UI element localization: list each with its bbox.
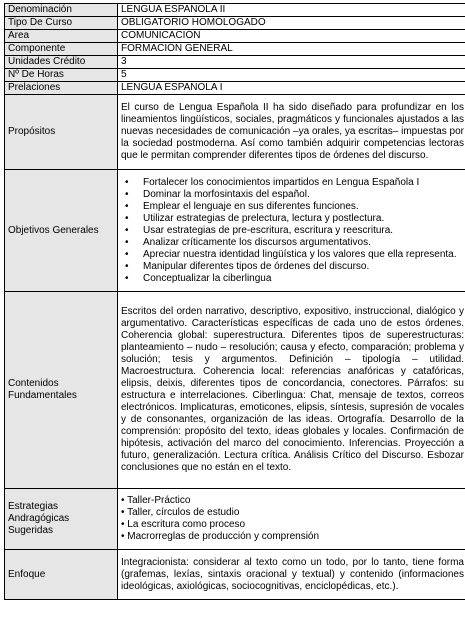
list-item: • Utilizar estrategias de prelectura, lectura y postlectura. bbox=[143, 213, 464, 225]
list-item: • Macrorreglas de producción y comprensión bbox=[121, 531, 464, 543]
label-enfoque: Enfoque bbox=[5, 550, 118, 600]
label-denominacion: Denominación bbox=[5, 4, 118, 17]
row-contenidos bbox=[5, 292, 465, 489]
row-enfoque bbox=[5, 550, 465, 600]
list-item: • Fortalecer los conocimientos impartidos en Lengua Española I bbox=[143, 177, 464, 189]
label-objetivos: Objetivos Generales bbox=[5, 170, 118, 292]
label-contenidos: Contenidos Fundamentales bbox=[5, 292, 118, 489]
label-prelaciones: Prelaciones bbox=[5, 82, 118, 95]
value-tipo-curso: OBLIGATORIO HOMOLOGADO bbox=[118, 17, 465, 30]
label-unidades: Unidades Crédito bbox=[5, 56, 118, 69]
course-table bbox=[4, 3, 465, 600]
value-estrategias bbox=[118, 489, 465, 550]
list-item: • Taller-Práctico bbox=[121, 495, 464, 507]
list-item: • Analizar críticamente los discursos argumentativos. bbox=[143, 237, 464, 249]
objetivos-list bbox=[121, 177, 464, 285]
label-estrategias: Estrategias Andragógicas Sugeridas bbox=[5, 489, 118, 550]
value-objetivos bbox=[118, 170, 465, 292]
list-item: • Apreciar nuestra identidad lingüística y los valores que ella representa. bbox=[143, 249, 464, 261]
value-area: COMUNICACIÓN bbox=[118, 30, 465, 43]
list-item: • Taller, círculos de estudio bbox=[121, 507, 464, 519]
row-unidades bbox=[5, 56, 465, 69]
value-denominacion: LENGUA ESPAÑOLA II bbox=[118, 4, 465, 17]
value-horas: 5 bbox=[118, 69, 465, 82]
value-componente: FORMACIÓN GENERAL bbox=[118, 43, 465, 56]
list-item: • Manipular diferentes tipos de órdenes del discurso. bbox=[143, 261, 464, 273]
value-propositos: El curso de Lengua Española II ha sido diseñado para profundizar en los lineamientos lingüísticos, sociales, pragmáticos y funcionales ajustados a las nuevas necesidades de comunicación –ya orales, ya escritas– impuestas por la sociedad postmoderna. Así como también adquirir competencias lectoras que le permitan comprender diferentes tipos de órdenes del discurso. bbox=[118, 95, 465, 170]
row-objetivos bbox=[5, 170, 465, 292]
label-componente: Componente bbox=[5, 43, 118, 56]
row-tipo-curso bbox=[5, 17, 465, 30]
label-horas: Nº De Horas bbox=[5, 69, 118, 82]
row-horas bbox=[5, 69, 465, 82]
list-item: • La escritura como proceso bbox=[121, 519, 464, 531]
row-componente bbox=[5, 43, 465, 56]
label-tipo-curso: Tipo De Curso bbox=[5, 17, 118, 30]
value-prelaciones: LENGUA ESPAÑOLA I bbox=[118, 82, 465, 95]
list-item: • Conceptualizar la ciberlingua bbox=[143, 273, 464, 285]
list-item: • Usar estrategias de pre-escritura, escritura y reescritura. bbox=[143, 225, 464, 237]
list-item: • Emplear el lenguaje en sus diferentes funciones. bbox=[143, 201, 464, 213]
value-enfoque: Integracionista: considerar al texto como un todo, por lo tanto, tiene forma (grafemas, lexías, sintaxis oracional y textual) y contenido (informaciones ideológicas, axiológicas, sociocognitivas, enciclopédicas, etc.). bbox=[118, 550, 465, 600]
row-area bbox=[5, 30, 465, 43]
list-item: • Dominar la morfosintaxis del español. bbox=[143, 189, 464, 201]
value-contenidos: Escritos del orden narrativo, descriptivo, expositivo, instruccional, dialógico y argumentativo. Características específicas de cada uno de estos órdenes. Coherencia global: superestructura. Diferentes tipos de superestructuras: planteamiento – nudo – resolución; causa y efecto, comparación; problema y solución; tesis y argumentos. Definición – tipología – utilidad. Macroestructura. Coherencia local: referencias anafóricas y catafóricas, elipsis, deixis, diferentes tipos de concordancia, conectores. Párrafos: su estructura e interrelaciones. Ciberlingua: Chat, mensaje de textos, correos electrónicos. Implicaturas, emoticones, elipsis, síntesis, supresión de vocales y de consonantes, organización de las ideas. Ortografía. Desarrollo de la comprensión: propósito del texto, ideas globales y locales. Confirmación de hipótesis, activación del marco del conocimiento. Inferencias. Proyección a futuro, generalización. Lectura crítica. Análisis Crítico del Discurso. Esbozar conclusiones que no están en el texto. bbox=[118, 292, 465, 489]
value-unidades: 3 bbox=[118, 56, 465, 69]
row-denominacion bbox=[5, 4, 465, 17]
estrategias-list bbox=[121, 495, 464, 543]
row-prelaciones bbox=[5, 82, 465, 95]
label-area: Área bbox=[5, 30, 118, 43]
row-estrategias bbox=[5, 489, 465, 550]
label-propositos: Propósitos bbox=[5, 95, 118, 170]
row-propositos bbox=[5, 95, 465, 170]
